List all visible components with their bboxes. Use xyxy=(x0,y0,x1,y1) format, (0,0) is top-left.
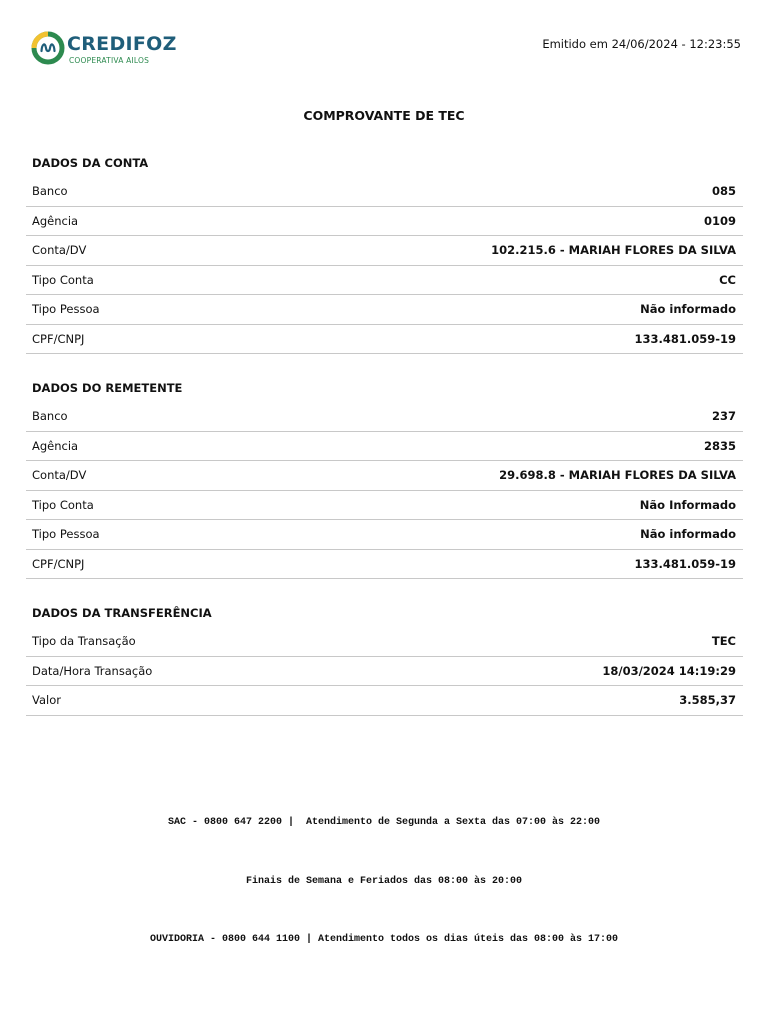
section-title: DADOS DA CONTA xyxy=(32,156,149,170)
row-value: 133.481.059-19 xyxy=(634,556,736,571)
row-label: Tipo Conta xyxy=(32,272,94,287)
row-value: Não informado xyxy=(640,302,736,317)
section-dados-remetente xyxy=(26,380,743,579)
row-label: Data/Hora Transação xyxy=(32,663,153,678)
row-value: 29.698.8 - MARIAH FLORES DA SILVA xyxy=(499,468,736,483)
credifoz-logo-icon xyxy=(31,31,65,65)
credifoz-logo xyxy=(31,29,181,69)
issued-timestamp: Emitido em 24/06/2024 - 12:23:55 xyxy=(542,37,741,51)
row-label: Tipo da Transação xyxy=(32,634,136,649)
row-value: 102.215.6 - MARIAH FLORES DA SILVA xyxy=(491,243,736,258)
footer-weekend-line: Finais de Semana e Feriados das 08:00 às 20:00 xyxy=(245,875,523,887)
row-value: TEC xyxy=(711,634,736,649)
table-row xyxy=(26,207,743,237)
row-label: Banco xyxy=(32,409,68,424)
row-label: Tipo Pessoa xyxy=(32,527,100,542)
row-label: Agência xyxy=(32,213,79,228)
row-label: CPF/CNPJ xyxy=(32,331,85,346)
row-value: 133.481.059-19 xyxy=(634,331,736,346)
row-label: Tipo Conta xyxy=(32,497,94,512)
section-dados-transferencia xyxy=(26,605,743,716)
section-dados-conta xyxy=(26,155,743,354)
section-title: DADOS DA TRANSFERÊNCIA xyxy=(32,606,212,620)
row-value: CC xyxy=(719,272,736,287)
table-row xyxy=(26,627,743,657)
row-label: Conta/DV xyxy=(32,243,87,258)
row-value: 3.585,37 xyxy=(679,693,736,708)
table-row xyxy=(26,295,743,325)
row-value: Não Informado xyxy=(639,497,736,512)
table-row xyxy=(26,491,743,521)
row-label: Banco xyxy=(32,184,68,199)
row-value: 085 xyxy=(711,184,736,199)
footer-ouvidoria-line: OUVIDORIA - 0800 644 1100 | Atendimento todos os dias úteis das 08:00 às 17:00 xyxy=(149,934,619,945)
table-row xyxy=(26,325,743,355)
table-row xyxy=(26,402,743,432)
row-value: 237 xyxy=(711,409,736,424)
logo-name: CREDIFOZ xyxy=(67,33,177,55)
footer-contacts xyxy=(0,774,768,969)
row-label: Valor xyxy=(32,693,61,708)
table-row xyxy=(26,177,743,207)
row-value: 2835 xyxy=(703,438,736,453)
header xyxy=(0,0,768,80)
table-row xyxy=(26,550,743,580)
row-label: CPF/CNPJ xyxy=(32,556,85,571)
table-row xyxy=(26,461,743,491)
row-value: Não informado xyxy=(640,527,736,542)
row-label: Agência xyxy=(32,438,79,453)
table-row xyxy=(26,686,743,716)
table-row xyxy=(26,266,743,296)
table-row xyxy=(26,236,743,266)
row-value: 18/03/2024 14:19:29 xyxy=(602,663,736,678)
page-title: COMPROVANTE DE TEC xyxy=(303,108,465,123)
table-row xyxy=(26,657,743,687)
table-row xyxy=(26,520,743,550)
row-value: 0109 xyxy=(703,213,736,228)
table-row xyxy=(26,432,743,462)
row-label: Conta/DV xyxy=(32,468,87,483)
footer-sac-line: SAC - 0800 647 2200 | Atendimento de Segunda a Sexta das 07:00 às 22:00 xyxy=(167,817,601,828)
section-title: DADOS DO REMETENTE xyxy=(32,381,183,395)
logo-subtitle: COOPERATIVA AILOS xyxy=(69,56,150,65)
row-label: Tipo Pessoa xyxy=(32,302,100,317)
